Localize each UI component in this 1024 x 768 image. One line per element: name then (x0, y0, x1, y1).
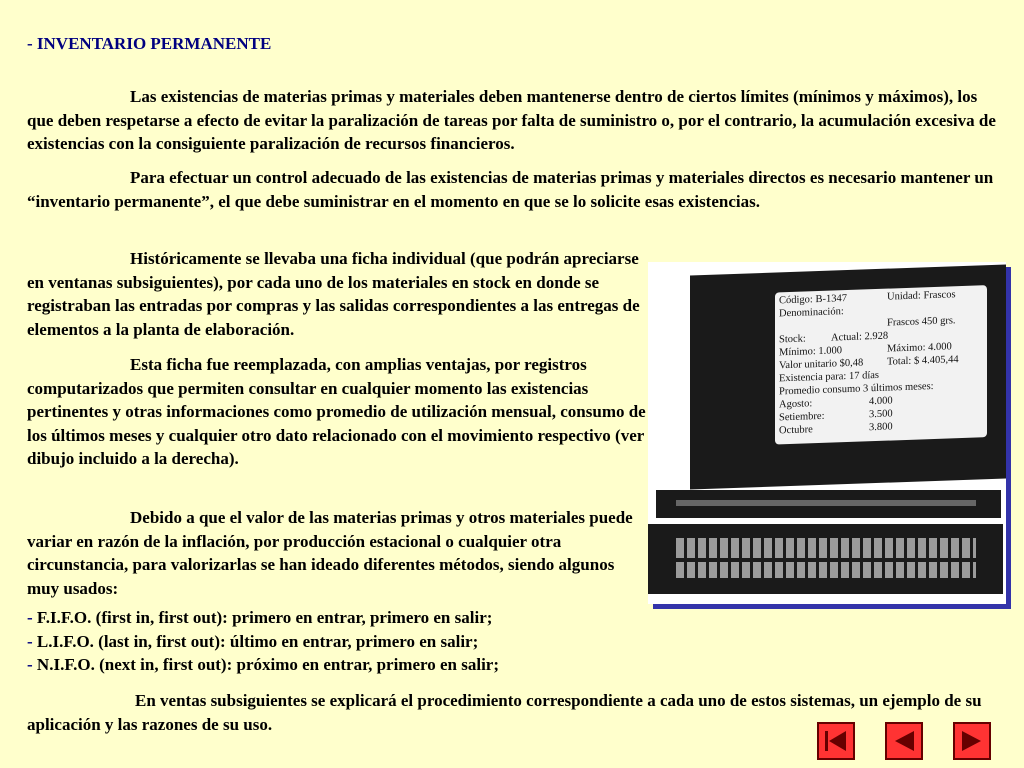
slide-title: - INVENTARIO PERMANENTE (27, 34, 272, 53)
paragraph-computerized (27, 353, 647, 471)
list-item: - L.I.F.O. (last in, first out): último en entrar, primero en salir; (27, 631, 479, 651)
list-item: - N.I.F.O. (next in, first out): próximo en entrar, primero en salir; (27, 655, 500, 674)
paragraph-computerized-text: Esta ficha fue reemplazada, con amplias ventajas, por registros computarizados que permiten consultar en cualquier momento las existencias pertinentes y otras informaciones como promedio de utilización mensual, consumo de los últimos meses y cualquier otro dato relacionado con el movimiento respectivo (ver dibujo incluido a la derecha). (27, 355, 646, 468)
computer-illustration (648, 262, 1006, 604)
paragraph-permanent-inventory-text: Para efectuar un control adecuado de las existencias de materias primas y materiales directos es necesario mantener un “inventario permanente”, el que debe suministrar en el momento en que se lo solicite esas existencias. (27, 168, 994, 211)
paragraph-valuation-text: Debido a que el valor de las materias primas y otros materiales puede variar en razón de la inflación, por producción estacional o cualquier otra circunstancia, para valorizarlas se han ideado diferentes métodos, siendo algunos muy usados: (27, 508, 633, 598)
previous-slide-button[interactable] (885, 722, 923, 760)
paragraph-history (27, 247, 647, 341)
paragraph-permanent-inventory (27, 166, 997, 213)
computer-base (656, 490, 1001, 518)
previous-slide-icon (887, 724, 921, 758)
methods-list (27, 606, 647, 677)
monitor (690, 264, 1006, 489)
paragraph-history-text: Históricamente se llevaba una ficha individual (que podrán apreciarse en ventanas subsiguientes), por cada uno de los materiales en stock en donde se registraban las entradas por compras y las salidas correspondientes a las entregas de elementos a la planta de elaboración. (27, 249, 640, 339)
first-slide-icon (819, 724, 853, 758)
paragraph-limits (27, 85, 997, 156)
inventory-screen: Código: B-1347 Unidad: Frascos Denominación: Frascos 450 grs. Stock: Actual: 2.928 Mínimo: 1.000 Máximo: 4.000 Valor unitario $0,48 Total: $ 4.405,44 Existencia para: 17 días Promedio consumo 3 últimos meses: Agosto: 4.000 Setiembre: 3.500 Octubre 3.800 (775, 285, 987, 444)
paragraph-limits-text: Las existencias de materias primas y materiales deben mantenerse dentro de ciertos límites (mínimos y máximos), los que deben respetarse a efecto de evitar la paralización de tareas por falta de suministro o, por el contrario, la acumulación excesiva de existencias con la consiguiente paralización de recursos financieros. (27, 87, 996, 153)
paragraph-closing-text: En ventas subsiguientes se explicará el procedimiento correspondiente a cada uno de estos sistemas, un ejemplo de su aplicación y las razones de su uso. (27, 691, 982, 734)
paragraph-valuation (27, 506, 647, 600)
first-slide-button[interactable] (817, 722, 855, 760)
keyboard (648, 524, 1003, 594)
next-slide-button[interactable] (953, 722, 991, 760)
list-item: - F.I.F.O. (first in, first out): primero en entrar, primero en salir; (27, 608, 493, 627)
next-slide-icon (955, 724, 989, 758)
